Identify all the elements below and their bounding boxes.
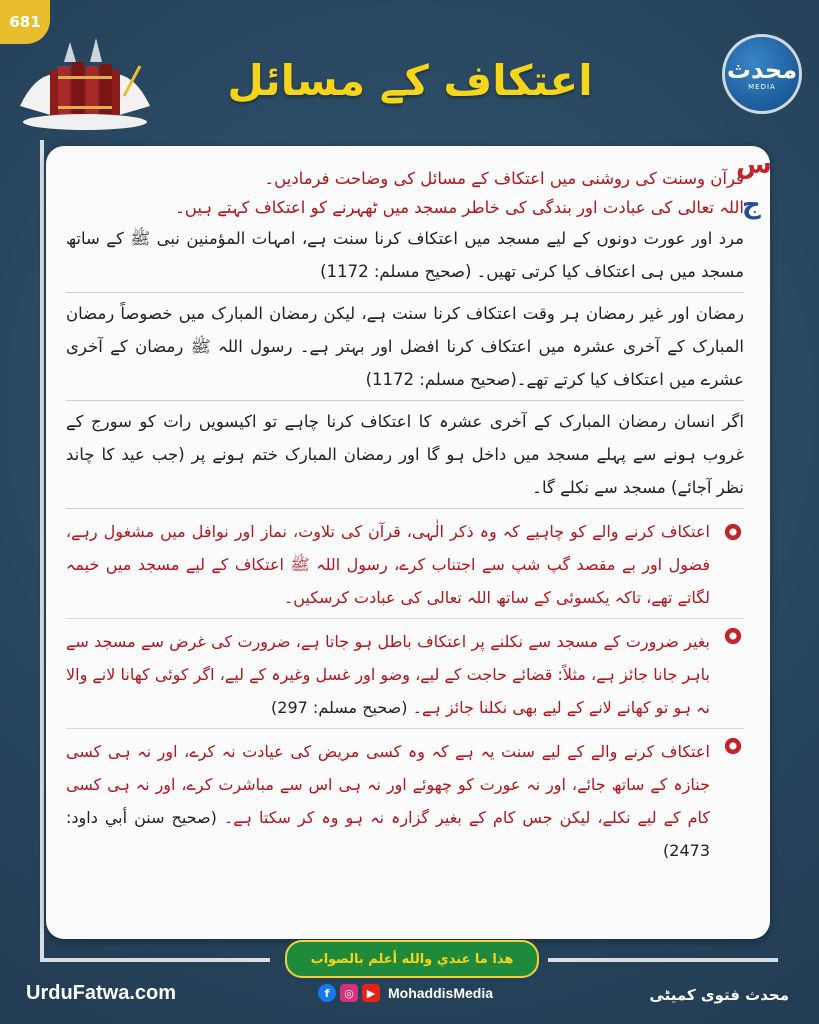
bullet-text: اعتکاف کرنے والے کے لیے سنت یہ ہے کہ وہ کسی مریض کی عیادت نہ کرے، اور نہ ہی کسی جنازہ کے ساتھ جائے، اور نہ عورت کو چھوئے اور نہ ہی اس سے مباشرت کرے، اور نہ ہی کسی کام کے لیے نکلے، لیکن جس کام کے بغیر گزارہ نہ ہو وہ کر سکتا ہے۔: [66, 742, 711, 827]
divider: [66, 508, 744, 509]
flower-bullet-icon: [724, 627, 742, 645]
page-title: اعتکاف کے مسائل: [227, 56, 593, 105]
question-line-1: قرآن وسنت کی روشنی میں اعتکاف کے مسائل کی وضاحت فرمادیں۔: [264, 169, 744, 188]
website-link[interactable]: UrduFatwa.com: [26, 982, 177, 1004]
bullet-text: اعتکاف کرنے والے کو چاہیے کہ وہ ذکر الٰہی، قرآن کی تلاوت، نماز اور نوافل میں مشغول رہے، فضول اور بے مقصد گپ شپ سے اجتناب کرے، رسول اللہ ﷺ اعتکاف کے لیے مسجد میں خیمہ لگاتے تھے، تاکہ یکسوئی کے ساتھ اللہ تعالی کی عبادت کرسکیں۔: [66, 522, 710, 607]
article-body: [66, 164, 744, 867]
answer-marker: ج: [742, 190, 761, 220]
divider: [66, 400, 744, 401]
question-line-2: اللہ تعالی کی عبادت اور بندگی کی خاطر مسجد میں ٹھہرنے کو اعتکاف کہتے ہیں۔: [175, 198, 744, 217]
social-links: [318, 984, 493, 1002]
bullet-item-2: [66, 618, 744, 724]
bullet-item-3: [66, 728, 744, 867]
frame-line-bottom-right: [548, 958, 778, 962]
paragraph-3: اگر انسان رمضان المبارک کے آخری عشرہ کا اعتکاف کرنا چاہے تو اکیسویں رات کو سورج کے غروب ہونے سے پہلے مسجد میں داخل ہو گا اور رمضان المبارک ختم ہونے پر (جب عید کا چاند نظر آجائے) مسجد سے نکلے گا۔: [66, 412, 744, 497]
organization-name: محدث فتوی کمیٹی: [649, 986, 789, 1004]
bullet-text: بغیر ضرورت کے مسجد سے نکلنے پر اعتکاف باطل ہو جاتا ہے، ضرورت کی غرض سے مسجد سے باہر جانا جائز ہے، مثلاً: قضائے حاجت کے لیے، وضو اور غسل وغیرہ کے لیے، اگر کوئی کھانا لانے والا نہ ہو تو کھانے لانے کے لیے بھی نکلنا جائز ہے۔: [66, 632, 710, 717]
frame-line-bottom-left: [40, 958, 270, 962]
question-marker: س: [736, 150, 772, 180]
flower-bullet-icon: [724, 523, 742, 541]
bullet-reference: (صحیح سنن أبي داود: 2473): [66, 808, 710, 860]
bullet-reference: (صحیح مسلم: 297): [271, 698, 408, 717]
flower-bullet-icon: [724, 737, 742, 755]
mohaddis-media-logo: [722, 34, 802, 114]
content-card: [46, 146, 770, 939]
books-icon: [14, 36, 156, 136]
bullet-list: [66, 515, 744, 867]
bullet-item-1: [66, 515, 744, 614]
paragraph-2: رمضان اور غیر رمضان ہر وقت اعتکاف کرنا سنت ہے، لیکن رمضان المبارک میں خصوصاً رمضان المبارک کے آخری عشرہ میں اعتکاف کرنا افضل اور بہتر ہے۔ رسول اللہ ﷺ رمضان کے آخری عشرے میں اعتکاف کیا کرتے تھے۔(صحیح مسلم: 1172): [66, 304, 744, 389]
closing-statement: هذا ما عندي والله أعلم بالصواب: [285, 940, 539, 978]
instagram-icon[interactable]: ◎: [340, 984, 358, 1002]
fatwa-number-badge: 681: [0, 0, 50, 44]
logo-subtext: MEDIA: [748, 83, 776, 91]
youtube-icon[interactable]: ▶: [362, 984, 380, 1002]
divider: [66, 292, 744, 293]
facebook-icon[interactable]: f: [318, 984, 336, 1002]
paragraph-1: مرد اور عورت دونوں کے لیے مسجد میں اعتکاف کرنا سنت ہے، امہات المؤمنین نبی ﷺ کے ساتھ مسجد میں ہی اعتکاف کیا کرتی تھیں۔ (صحیح مسلم: 1172): [66, 229, 744, 281]
logo-text: محدث: [726, 56, 798, 84]
social-handle: MohaddisMedia: [388, 985, 494, 1001]
frame-line-left: [40, 140, 44, 962]
